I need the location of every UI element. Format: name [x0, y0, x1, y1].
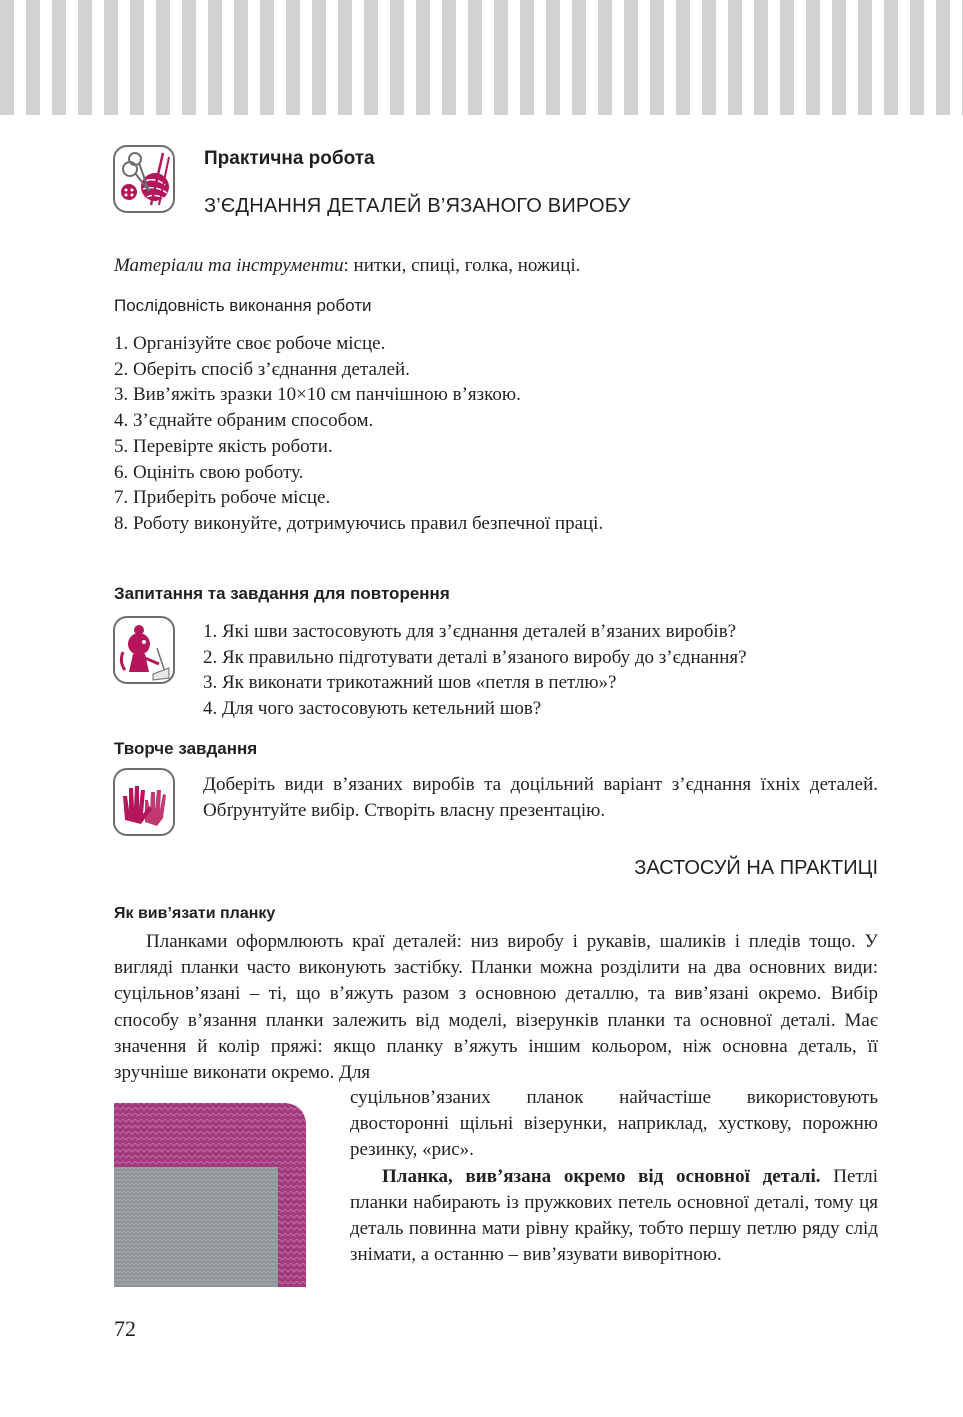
creative-text: Доберіть види в’язаних виробів та доцільний варіант з’єднання їхніх деталей. Обґрунтуйте вибір. Створіть власну презентацію.	[203, 774, 878, 821]
steps-list	[114, 331, 874, 537]
list-item: 1. Які шви застосовують для з’єднання деталей в’язаних виробів?	[203, 621, 737, 642]
materials-label: Матеріали та інструменти	[114, 255, 344, 276]
thinking-girl-icon	[113, 616, 175, 684]
apply-subheading: Як вив’язати планку	[114, 905, 276, 922]
list-item: 2. Оберіть спосіб з’єднання деталей.	[114, 358, 410, 380]
list-item: 1. Організуйте своє робоче місце.	[114, 333, 386, 354]
list-item: 5. Перевірте якість роботи.	[114, 435, 333, 457]
practical-subtitle: З’ЄДНАННЯ ДЕТАЛЕЙ В’ЯЗАНОГО ВИРОБУ	[204, 195, 631, 217]
paragraph-text: Планками оформлюють краї деталей: низ виробу і рукавів, шаликів і пледів тощо. У вигляді планки часто виконують застібку. Планки можна розділити на два основних види: суцільнов’язані – ті, що в’яжуть разом з основною деталлю, та вив’язані окремо. Вибір способу в’язання планки залежить від моделі, візерунків планки та основної деталі. Має значення й колір пряжі: якщо планку в’яжуть іншим кольором, ніж основна деталь, її зручніше виконати окремо. Для	[114, 931, 878, 1084]
paragraph-rest: Петлі планки набирають із пружкових петель основної деталі, тому ця деталь повинна мати рівну крайку, тобто першу петлю ряду слід знімати, а останню – вив’язувати виворітною.	[350, 1165, 878, 1266]
scissors-yarn-icon	[113, 145, 175, 213]
page-number: 72	[114, 1316, 136, 1341]
list-item: 6. Оцініть свою роботу.	[114, 461, 304, 483]
paragraph-text: суцільнов’язаних планок найчастіше використовують двосторонні щільні візерунки, наприклад, хусткову, порожню резинку, «рис».	[350, 1087, 878, 1161]
materials-text: : нитки, спиці, голка, ножиці.	[343, 255, 581, 276]
creative-title: Творче завдання	[114, 739, 258, 758]
header-stripes	[0, 0, 963, 115]
apply-paragraph	[114, 929, 878, 1086]
questions-list	[203, 619, 883, 721]
list-item: 4. З’єднайте обраним способом.	[114, 410, 374, 432]
list-item: 8. Роботу виконуйте, дотримуючись правил безпечної праці.	[114, 512, 604, 534]
apply-heading: ЗАСТОСУЙ НА ПРАКТИЦІ	[634, 857, 878, 879]
sequence-title: Послідовність виконання роботи	[114, 296, 372, 315]
list-item: 4. Для чого застосовують кетельний шов?	[203, 697, 542, 719]
paragraph-text	[350, 1164, 878, 1269]
list-item: 3. Вив’яжіть зразки 10×10 см панчішною в’язкою.	[114, 384, 521, 406]
list-item: 3. Як виконати трикотажний шов «петля в петлю»?	[203, 672, 617, 694]
list-item: 2. Як правильно підготувати деталі в’язаного виробу до з’єднання?	[203, 646, 747, 668]
questions-title: Запитання та завдання для повторення	[114, 584, 450, 603]
paragraph-bold: Планка, вив’язана окремо від основної деталі.	[382, 1165, 821, 1187]
knitted-band-photo	[114, 1095, 310, 1287]
practical-title: Практична робота	[204, 148, 375, 169]
list-item: 7. Приберіть робоче місце.	[114, 487, 331, 509]
hands-icon	[113, 768, 175, 836]
materials-line	[114, 255, 580, 277]
wrapped-text	[350, 1085, 878, 1268]
